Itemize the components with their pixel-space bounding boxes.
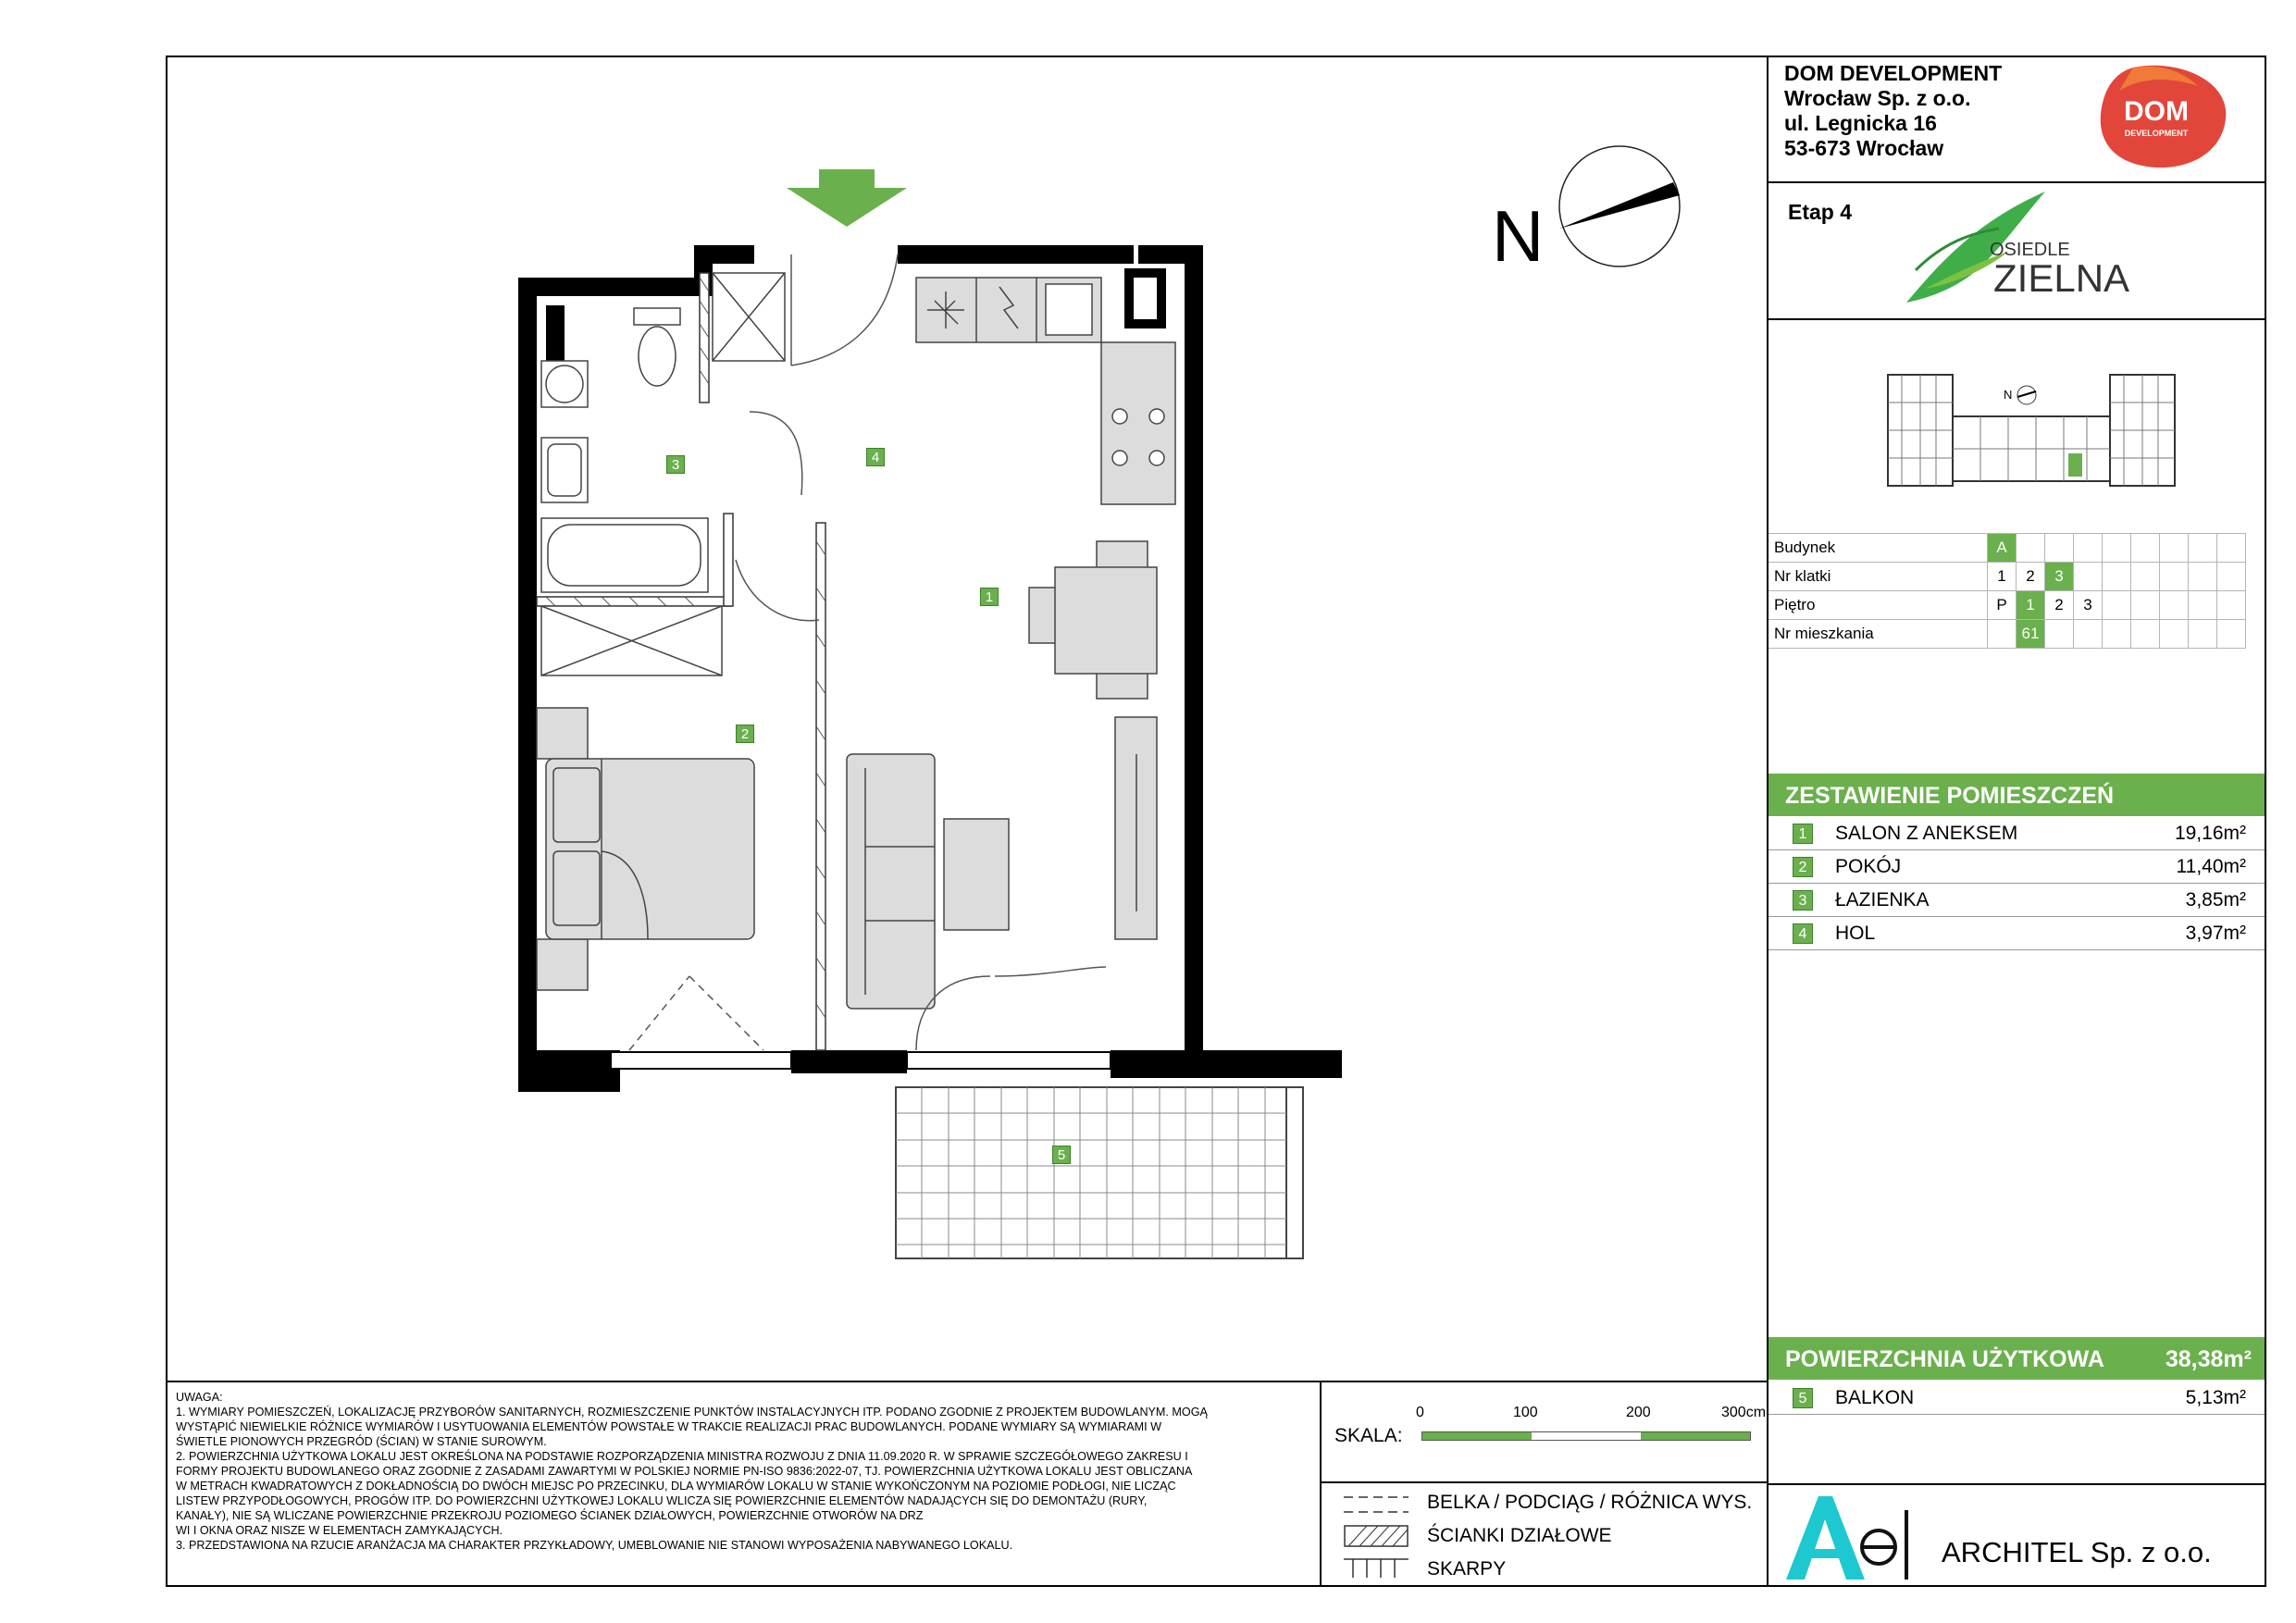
scale-legend-divider	[1320, 1481, 1768, 1483]
company-street: ul. Legnicka 16	[1784, 111, 1937, 135]
scale-tick-label: 0	[1416, 1405, 1424, 1420]
wardrobe	[1115, 717, 1157, 939]
notes-line: W METRACH KWADRATOWYCH Z DOKŁADNOŚCIĄ DO DWÓCH MIEJSC PO PRZECINKU, DLA WYMIARÓW LOKALU W STANIE WYKOŃCZONYM NA POZIOMIE PODŁOGI, NIE LICZĄC	[176, 1480, 1176, 1493]
scale-tick-label: 100	[1513, 1405, 1538, 1420]
apartment-row	[1769, 620, 2246, 649]
architect-name: ARCHITEL Sp. z o.o.	[1942, 1536, 2212, 1568]
svg-text:ZIELNA: ZIELNA	[1993, 256, 2130, 300]
floor-value-selected: 1	[2017, 591, 2045, 620]
plan-label-salon: 1	[980, 588, 999, 606]
dom-development-logo	[2096, 63, 2235, 174]
room-row-pokoj	[1769, 851, 2265, 884]
staircase-value: 2	[2017, 563, 2045, 591]
notes-line: WYSTĄPIĆ NIEWIELKIE RÓŻNICE WYMIARÓW I USYTUOWANIA ELEMENTÓW POWSTAŁE W TRAKCIE REALIZACJI PRAC BUDOWLANYCH. PODANE WYMIARY SĄ WYMIARAMI W	[176, 1420, 1161, 1433]
beam-legend-icon	[1344, 1493, 1409, 1516]
notes-line: KANAŁY), NIE SĄ WLICZANE POWIERZCHNIE PRZEKROJU POZIOMEGO ŚCIANEK DZIAŁOWYCH, POWIERZCHNIE OTWORÓW NA DRZ	[176, 1509, 924, 1522]
company-divider	[1767, 181, 2266, 183]
apartment-parameters-table	[1769, 533, 2246, 649]
room-row-hol	[1769, 918, 2265, 950]
notes-title: UWAGA:	[176, 1391, 223, 1404]
apartment-label: Nr mieszkania	[1769, 620, 1988, 649]
kitchen	[916, 278, 1175, 504]
room-name: BALKON	[1835, 1387, 1915, 1408]
building-key-plan	[1879, 365, 2184, 495]
usable-area-label: POWIERZCHNIA UŻYTKOWA	[1785, 1346, 2104, 1372]
osiedle-zielna-logo	[1897, 187, 2138, 316]
room-name: SALON Z ANEKSEM	[1835, 823, 2018, 844]
shower	[713, 273, 785, 361]
plan-label-lazienka: 3	[666, 455, 685, 474]
room-number: 2	[1793, 857, 1813, 877]
staircase-label: Nr klatki	[1769, 563, 1988, 591]
notes-divider	[166, 1381, 1768, 1382]
notes-line: 2. POWIERZCHNIA UŻYTKOWA LOKALU JEST OKREŚLONA NA PODSTAWIE ROZPORZĄDZENIA MINISTRA ROZWOJU Z DNIA 11.09.2020 R. W SPRAWIE SZCZEGÓŁOWEGO ZAKRESU I	[176, 1450, 1188, 1463]
legend-reveals: SKARPY	[1427, 1558, 1507, 1580]
plan-label-hol: 4	[866, 448, 885, 466]
svg-text:DEVELOPMENT: DEVELOPMENT	[2124, 129, 2189, 138]
svg-text:OSIEDLE: OSIEDLE	[1990, 240, 2070, 260]
rooms-summary-title: ZESTAWIENIE POMIESZCZEŃ	[1769, 774, 2265, 816]
notes-scale-divider	[1320, 1381, 1322, 1586]
room-number: 4	[1793, 923, 1813, 944]
svg-text:N: N	[2004, 388, 2013, 402]
floor-label: Piętro	[1769, 591, 1988, 620]
company-name: DOM DEVELOPMENT	[1784, 61, 2003, 85]
building-value: A	[1988, 534, 2017, 563]
floor-value: 3	[2074, 591, 2103, 620]
plan-label-pokoj: 2	[736, 725, 754, 743]
company-entity: Wrocław Sp. z o.o.	[1784, 86, 1971, 110]
room-area: 3,97m²	[2185, 923, 2246, 944]
room-number: 5	[1793, 1388, 1813, 1408]
room-name: ŁAZIENKA	[1835, 889, 1930, 911]
project-divider	[1767, 318, 2266, 320]
room-name: HOL	[1835, 923, 1876, 944]
staircase-row	[1769, 563, 2246, 591]
staircase-value-selected: 3	[2045, 563, 2074, 591]
floor-row	[1769, 591, 2246, 620]
balcony-area	[896, 1087, 1303, 1258]
room-name: POKÓJ	[1835, 856, 1902, 877]
building-label: Budynek	[1769, 534, 1988, 563]
room-area: 5,13m²	[2185, 1387, 2246, 1408]
partition-legend-icon	[1344, 1525, 1409, 1547]
legend-beam: BELKA / PODCIĄG / RÓŻNICA WYS.	[1427, 1492, 1753, 1513]
svg-text:DOM: DOM	[2124, 96, 2189, 127]
floor-plan	[509, 236, 1342, 1268]
room-area: 19,16m²	[2174, 823, 2246, 844]
staircase-value: 1	[1988, 563, 2017, 591]
dining-table	[1029, 541, 1157, 699]
company-city: 53-673 Wrocław	[1784, 136, 1944, 160]
room-number: 3	[1793, 890, 1813, 911]
notes-line: LISTEW PRZYPODŁOGOWYCH, PROGÓW ITP. DO POWIERZCHNI UŻYTKOWEJ LOKALU WLICZA SIĘ POWIERZCHNIE ELEMENTÓW NADAJĄCYCH SIĘ DO DEMONTAŻU (RURY,	[176, 1494, 1148, 1507]
sofa	[847, 754, 1009, 1009]
building-row	[1769, 534, 2246, 563]
reveal-legend-icon	[1344, 1556, 1409, 1579]
entrance-arrow-icon	[787, 169, 907, 229]
room-row-balkon	[1769, 1382, 2265, 1415]
architel-logo	[1777, 1492, 1925, 1584]
room-area: 3,85m²	[2185, 889, 2246, 911]
usable-area-value: 38,38m²	[2165, 1346, 2252, 1372]
notes-block	[176, 1390, 1314, 1553]
stage-label: Etap 4	[1788, 200, 1853, 224]
scale-label: SKALA:	[1334, 1425, 1403, 1446]
compass-label: N	[1492, 195, 1545, 277]
room-row-lazienka	[1769, 885, 2265, 917]
legend-partitions: ŚCIANKI DZIAŁOWE	[1427, 1525, 1612, 1546]
room-row-salon	[1769, 818, 2265, 850]
compass-rose	[1557, 143, 1682, 269]
bed	[537, 708, 754, 990]
notes-line: WI I OKNA ORAZ NISZE W ELEMENTACH ZAMYKAJĄCYCH.	[176, 1524, 503, 1537]
scale-tick-label: 200	[1626, 1405, 1651, 1420]
floor-value: 2	[2045, 591, 2074, 620]
scale-bar	[1421, 1431, 1751, 1441]
apartment-value: 61	[2017, 620, 2045, 649]
footer-divider	[1767, 1483, 2266, 1485]
usable-area-bar	[1769, 1337, 2265, 1380]
room-number: 1	[1793, 824, 1813, 844]
notes-line: ŚWIETLE PIONOWYCH PRZEGRÓD (ŚCIAN) W STANIE SUROWYM.	[176, 1435, 547, 1448]
room-area: 11,40m²	[2176, 856, 2246, 877]
floor-value: P	[1988, 591, 2017, 620]
plan-label-balkon: 5	[1052, 1146, 1071, 1164]
notes-line: 1. WYMIARY POMIESZCZEŃ, LOKALIZACJĘ PRZYBORÓW SANITARNYCH, ROZMIESZCZENIE PUNKTÓW INSTALACYJNYCH ITP. PODANO ZGODNIE Z PROJEKTEM BUDOWLANYM. MOGĄ	[176, 1406, 1208, 1419]
toilet	[634, 308, 680, 386]
scale-tick-label: 300cm	[1721, 1405, 1767, 1420]
notes-line: 3. PRZEDSTAWIONA NA RZUCIE ARANŻACJA MA CHARAKTER PRZYKŁADOWY, UMEBLOWANIE NIE STANOWI WYPOSAŻENIA NABYWANEGO LOKALU.	[176, 1539, 1013, 1552]
notes-line: FORMY PROJEKTU BUDOWLANEGO ORAZ ZGODNIE Z ZASADAMI ZAWARTYMI W POLSKIEJ NORMIE PN-ISO 9836:2022-07, TJ. POWIERZCHNIA UŻYTKOWA LOKALU JEST OBLICZANA	[176, 1465, 1193, 1478]
company-block	[1784, 61, 2002, 161]
